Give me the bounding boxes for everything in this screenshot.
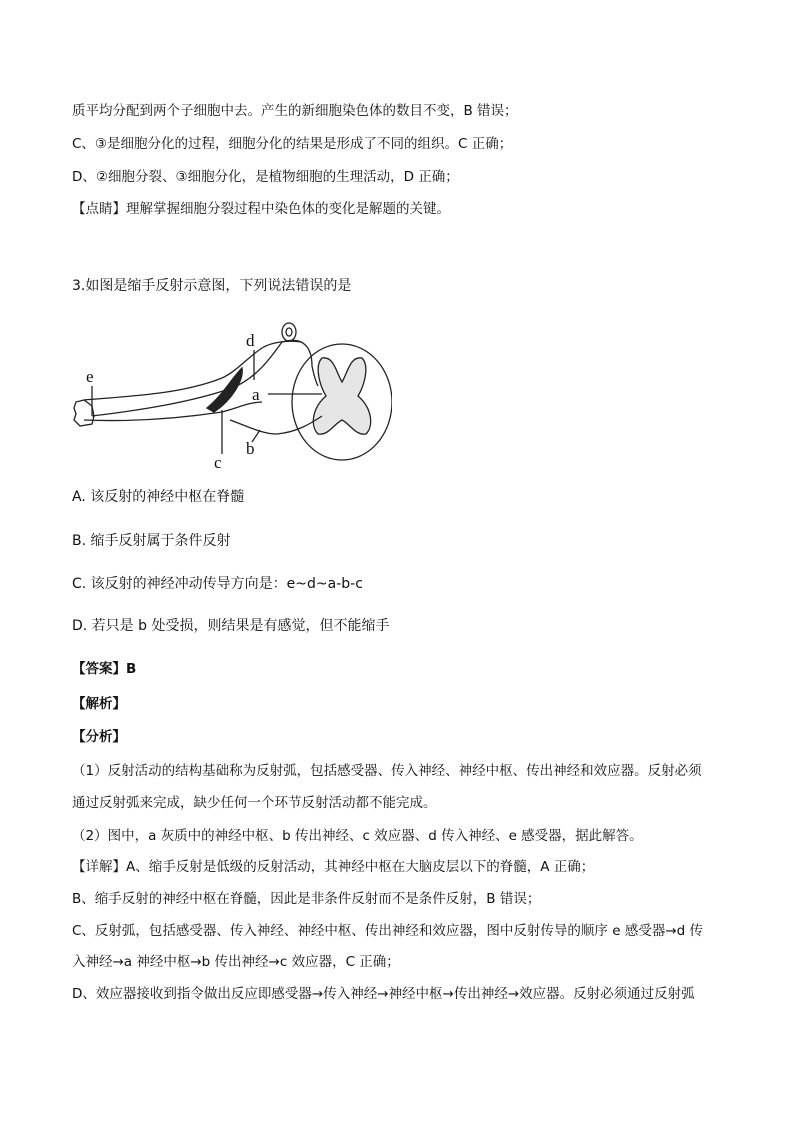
label-a: a xyxy=(252,385,260,404)
ganglion xyxy=(282,323,296,341)
option-d: D. 若只是 b 处受损，则结果是有感觉，但不能缩手 xyxy=(72,618,390,634)
answer-line: 【答案】B xyxy=(72,661,137,677)
label-c: c xyxy=(214,453,222,472)
hand xyxy=(74,400,94,426)
grey-matter xyxy=(313,358,370,434)
fenxi-line-2: 通过反射弧来完成，缺少任何一个环节反射活动都不能完成。 xyxy=(72,795,437,811)
arm-lower-outline xyxy=(84,402,262,421)
arm-upper-outline xyxy=(84,341,302,400)
detail-line-5: D、效应器接收到指令做出反应即感受器→传入神经→神经中枢→传出神经→效应器。反射必须通过反射弧 xyxy=(72,986,695,1002)
prev-line-3: D、②细胞分裂、③细胞分化，是植物细胞的生理活动，D 正确； xyxy=(72,169,459,185)
option-b: B. 缩手反射属于条件反射 xyxy=(72,533,231,549)
efferent-nerve xyxy=(230,416,322,434)
label-d: d xyxy=(246,331,255,350)
fenxi-header: 【分析】 xyxy=(72,729,126,745)
option-a: A. 该反射的神经中枢在脊髓 xyxy=(72,489,245,505)
detail-line-3: C、反射弧，包括感受器、传入神经、神经中枢、传出神经和效应器，图中反射传导的顺序 e 感受器→d 传 xyxy=(72,923,703,939)
question-stem: 3.如图是缩手反射示意图，下列说法错误的是 xyxy=(72,278,352,294)
fenxi-line-3: （2）图中，a 灰质中的神经中枢、b 传出神经、c 效应器、d 传入神经、e 感受器，据此解答。 xyxy=(72,828,643,844)
option-c: C. 该反射的神经冲动传导方向是：e~d~a-b-c xyxy=(72,576,363,592)
label-b: b xyxy=(246,439,255,458)
analysis-header: 【解析】 xyxy=(72,696,126,712)
tip-line: 【点睛】理解掌握细胞分裂过程中染色体的变化是解题的关键。 xyxy=(72,201,450,217)
label-e: e xyxy=(86,367,94,386)
reflex-arc-diagram xyxy=(72,316,392,476)
afferent-nerve xyxy=(92,340,318,416)
detail-line-2: B、缩手反射的神经中枢在脊髓，因此是非条件反射而不是条件反射，B 错误； xyxy=(72,891,541,907)
detail-line-4: 入神经→a 神经中枢→b 传出神经→c 效应器，C 正确； xyxy=(72,954,400,970)
detail-line-1: 【详解】A、缩手反射是低级的反射活动，其神经中枢在大脑皮层以下的脊髓，A 正确； xyxy=(72,859,595,875)
prev-line-2: C、③是细胞分化的过程，细胞分化的结果是形成了不同的组织。C 正确； xyxy=(72,136,513,152)
prev-line-1: 质平均分配到两个子细胞中去。产生的新细胞染色体的数目不变，B 错误； xyxy=(72,103,518,119)
fenxi-line-1: （1）反射活动的结构基础称为反射弧，包括感受器、传入神经、神经中枢、传出神经和效应器。反射必须 xyxy=(72,763,702,779)
muscle-effector xyxy=(207,368,242,412)
